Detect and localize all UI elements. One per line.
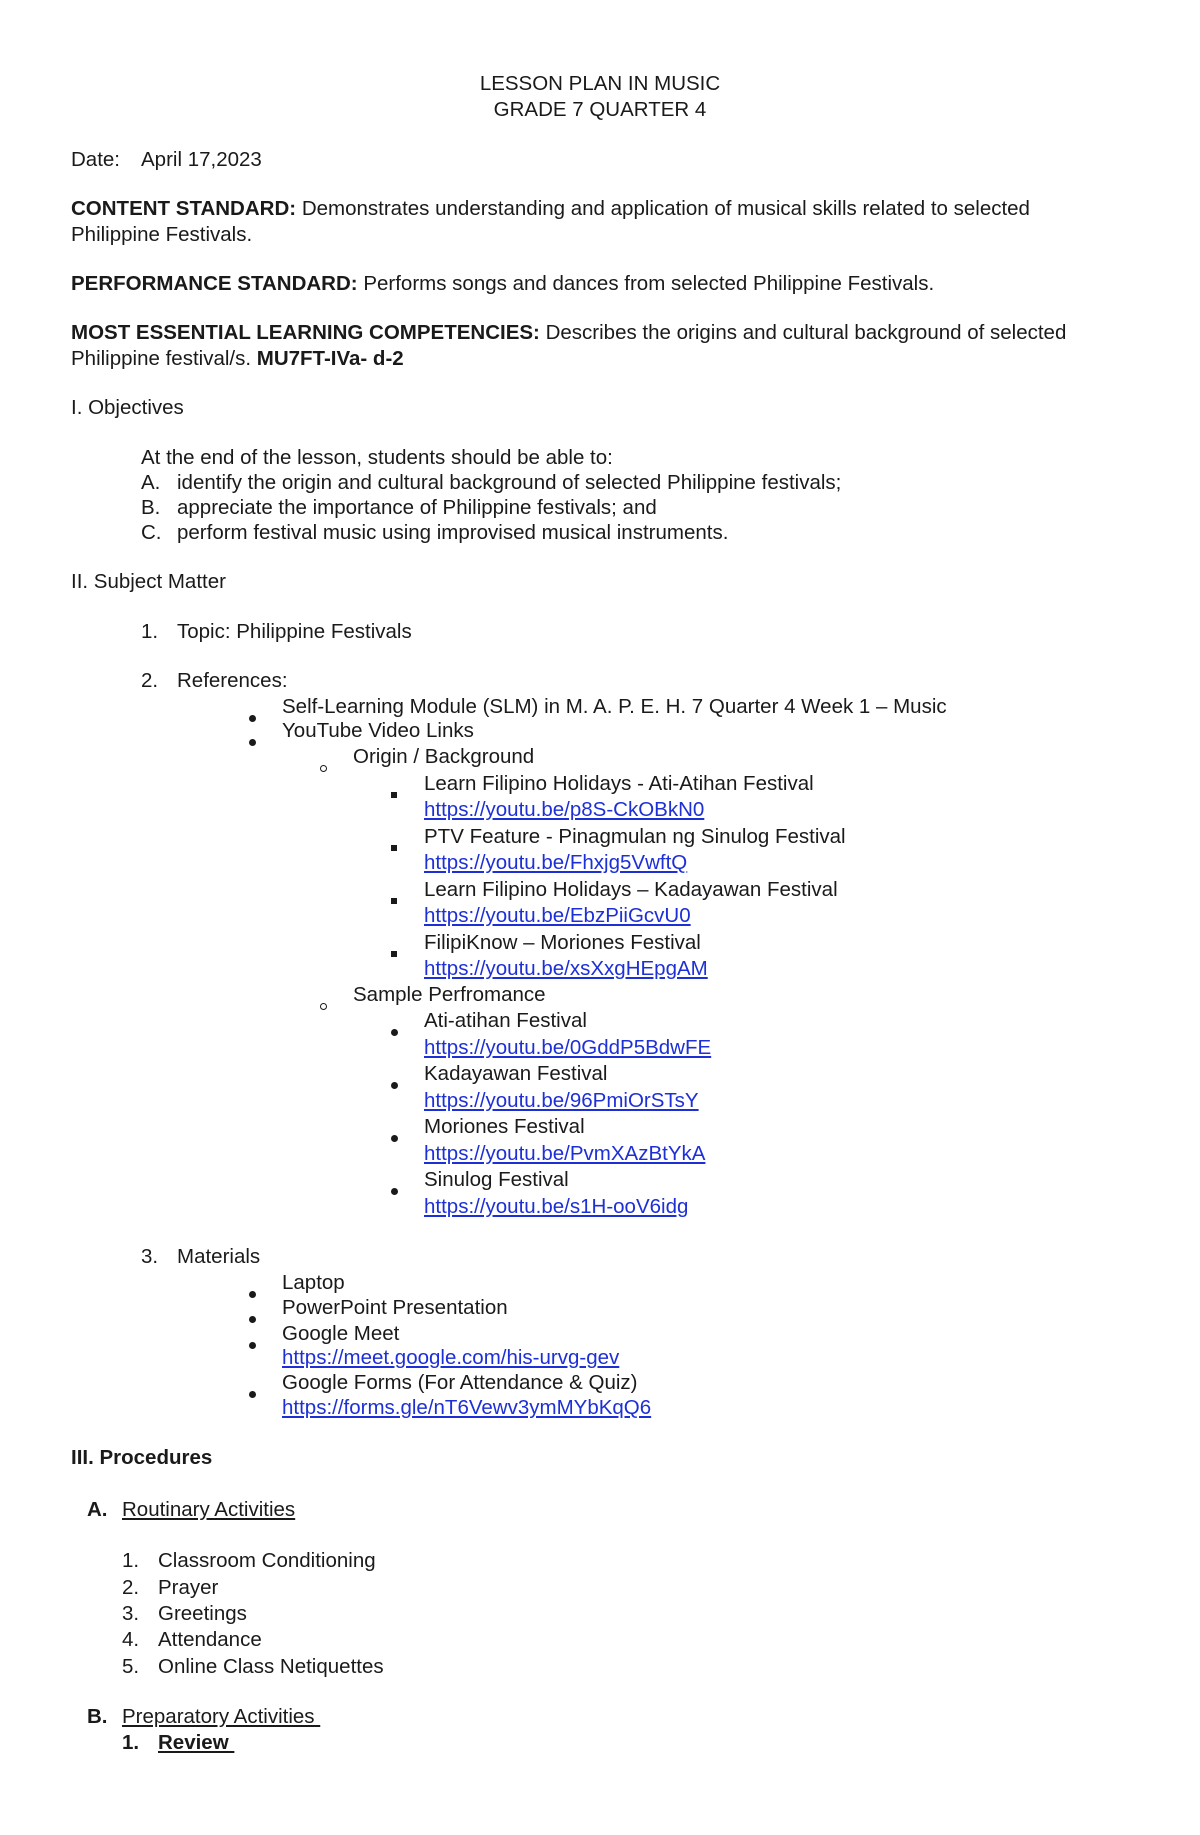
bullet-icon — [391, 1017, 398, 1043]
topic-text: Topic: Philippine Festivals — [177, 620, 412, 643]
bullet-icon — [249, 1304, 256, 1330]
hollow-bullet-icon — [320, 753, 327, 779]
routine-marker: 1. — [122, 1549, 140, 1572]
routine-marker: 5. — [122, 1655, 140, 1678]
bullet-icon — [391, 1070, 398, 1096]
melc-code: MU7FT-IVa- d-2 — [256, 347, 404, 370]
melc-text: Describes the origins and cultural background of selected — [545, 321, 1067, 344]
objective-marker: C. — [141, 521, 162, 544]
performance-standard-label: PERFORMANCE STANDARD: — [71, 272, 358, 295]
routine-marker: 4. — [122, 1628, 140, 1651]
video-title: Ati-atihan Festival — [424, 1009, 587, 1032]
bullet-icon — [391, 1176, 398, 1202]
material-item: Laptop — [282, 1271, 345, 1294]
video-link[interactable]: https://youtu.be/Fhxjg5VwftQ — [424, 851, 688, 874]
material-item: PowerPoint Presentation — [282, 1296, 508, 1319]
subject-matter-heading: II. Subject Matter — [71, 570, 226, 593]
performance-standard — [71, 271, 934, 297]
origin-background-label: Origin / Background — [353, 745, 535, 768]
bullet-icon — [249, 1279, 256, 1305]
content-standard — [71, 196, 1030, 222]
google-forms-link[interactable]: https://forms.gle/nT6Vewv3ymMYbKqQ6 — [282, 1396, 652, 1419]
objective-marker: B. — [141, 496, 161, 519]
video-link[interactable]: https://youtu.be/0GddP5BdwFE — [424, 1036, 712, 1059]
melc-text-cont: Philippine festival/s. — [71, 347, 252, 370]
melc-cont — [71, 346, 404, 372]
topic-marker: 1. — [141, 620, 159, 643]
bullet-icon — [249, 727, 256, 753]
objective-item: appreciate the importance of Philippine festivals; and — [177, 496, 657, 519]
routine-item: Prayer — [158, 1576, 219, 1599]
review-marker: 1. — [122, 1731, 140, 1754]
references-label: References: — [177, 669, 288, 692]
performance-standard-text: Performs songs and dances from selected Philippine Festivals. — [363, 272, 935, 295]
video-link[interactable]: https://youtu.be/96PmiOrSTsY — [424, 1089, 699, 1112]
video-link[interactable]: https://youtu.be/EbzPiiGcvU0 — [424, 904, 691, 927]
routine-item: Attendance — [158, 1628, 262, 1651]
material-item: Google Forms (For Attendance & Quiz) — [282, 1371, 638, 1394]
bullet-icon — [249, 1379, 256, 1405]
video-title: Kadayawan Festival — [424, 1062, 608, 1085]
routine-item: Greetings — [158, 1602, 247, 1625]
square-bullet-icon — [391, 938, 397, 964]
content-standard-text: Demonstrates understanding and application of musical skills related to selected — [301, 197, 1030, 220]
routine-item: Online Class Netiquettes — [158, 1655, 384, 1678]
routine-item: Classroom Conditioning — [158, 1549, 376, 1572]
bullet-icon — [249, 1330, 256, 1356]
google-meet-link[interactable]: https://meet.google.com/his-urvg-gev — [282, 1346, 620, 1369]
preparatory-activities-label: Preparatory Activities — [122, 1705, 321, 1728]
material-item: Google Meet — [282, 1322, 400, 1345]
square-bullet-icon — [391, 832, 397, 858]
references-marker: 2. — [141, 669, 159, 692]
objective-item: identify the origin and cultural background of selected Philippine festivals; — [177, 471, 842, 494]
video-title: Learn Filipino Holidays – Kadayawan Festival — [424, 878, 838, 901]
video-link[interactable]: https://youtu.be/p8S-CkOBkN0 — [424, 798, 705, 821]
date-label: Date: — [71, 148, 120, 171]
video-title: FilipiKnow – Moriones Festival — [424, 931, 701, 954]
video-title: Sinulog Festival — [424, 1168, 569, 1191]
square-bullet-icon — [391, 885, 397, 911]
lesson-plan-title: LESSON PLAN IN MUSIC — [479, 72, 721, 95]
melc-label: MOST ESSENTIAL LEARNING COMPETENCIES: — [71, 321, 540, 344]
melc — [71, 320, 1066, 346]
youtube-links-label: YouTube Video Links — [282, 719, 474, 742]
video-link[interactable]: https://youtu.be/xsXxgHEpgAM — [424, 957, 708, 980]
content-standard-label: CONTENT STANDARD: — [71, 197, 297, 220]
video-title: Moriones Festival — [424, 1115, 585, 1138]
video-title: PTV Feature - Pinagmulan ng Sinulog Festival — [424, 825, 846, 848]
video-title: Learn Filipino Holidays - Ati-Atihan Festival — [424, 772, 814, 795]
bullet-icon — [249, 703, 256, 729]
grade-quarter-subtitle: GRADE 7 QUARTER 4 — [493, 98, 707, 121]
materials-marker: 3. — [141, 1245, 159, 1268]
routinary-marker: A. — [87, 1498, 108, 1521]
video-link[interactable]: https://youtu.be/s1H-ooV6idg — [424, 1195, 689, 1218]
date-value: April 17,2023 — [141, 148, 262, 171]
square-bullet-icon — [391, 779, 397, 805]
bullet-icon — [391, 1123, 398, 1149]
procedures-heading: III. Procedures — [71, 1446, 213, 1469]
sample-performance-label: Sample Perfromance — [353, 983, 546, 1006]
objective-marker: A. — [141, 471, 161, 494]
hollow-bullet-icon — [320, 991, 327, 1017]
materials-label: Materials — [177, 1245, 261, 1268]
routinary-activities-label: Routinary Activities — [122, 1498, 296, 1521]
routine-marker: 3. — [122, 1602, 140, 1625]
review-label: Review — [158, 1731, 235, 1754]
objectives-heading: I. Objectives — [71, 396, 184, 419]
slm-reference: Self-Learning Module (SLM) in M. A. P. E. H. 7 Quarter 4 Week 1 – Music — [282, 695, 947, 718]
preparatory-marker: B. — [87, 1705, 108, 1728]
content-standard-text-cont: Philippine Festivals. — [71, 223, 253, 246]
objective-item: perform festival music using improvised musical instruments. — [177, 521, 729, 544]
objectives-intro: At the end of the lesson, students should be able to: — [141, 446, 613, 469]
routine-marker: 2. — [122, 1576, 140, 1599]
video-link[interactable]: https://youtu.be/PvmXAzBtYkA — [424, 1142, 706, 1165]
